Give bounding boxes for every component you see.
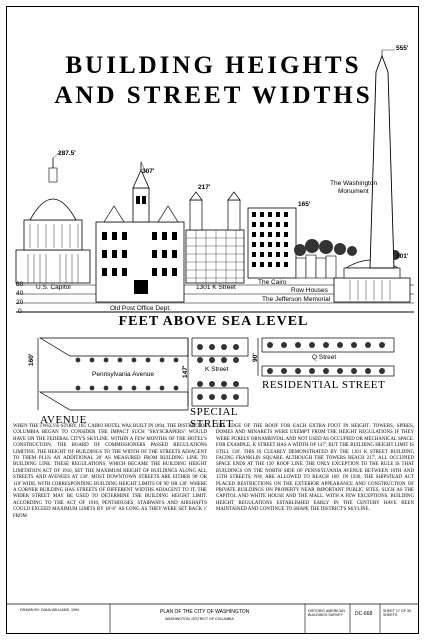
- residential-name: RESIDENTIAL STREET: [262, 379, 386, 391]
- capitol-label: U.S. Capitol: [36, 284, 71, 291]
- special-name-1: SPECIAL: [190, 406, 239, 418]
- residential-width: 90': [252, 353, 259, 362]
- footer-survey: HISTORIC AMERICAN BUILDINGS SURVEY: [308, 609, 345, 617]
- avenue-street-label: Pennsylvania Avenue: [92, 371, 155, 378]
- body-text-column-2: THE EDGE OF THE ROOF FOR EACH EXTRA FOOT IN HEIGHT. TOWERS, SPIRES, DOMES AND MINARETS WERE EXEMPT FROM THE HEIGHT REGULATIONS IF THEY WERE PURELY ORNAMENTAL AND NOT USED AS OCCUPIED OR MECHANICAL SPACE. FOR EXAMPLE, K STREET HAS A WIDTH OF 147', BUT THE BUILDING HEIGHT LIMIT IS STILL 130'. THIS IS CLEARLY DEMONSTRATED BY THE 1301 K STREET BUILDING FACING FRANKLIN SQUARE. ALTHOUGH THE TOWERS REACH 217', ALL OCCUPIED SPACE ENDS AT THE 130' ROOF LINE. THE ONLY EXCEPTION TO THE RULE IS THAT BUILDINGS ON THE NORTH SIDE OF PENNSYLVANIA AVENUE BETWEEN 10TH AND 15TH STREETS, NW, ARE ALLOWED TO REACH 160'. IN 1930, THE SHIPSTEAD ACT PLACED RESTRICTIONS ON THE EXTERIOR APPEARANCE AND CONSTRUCTION OF PRIVATE BUILDINGS ON PROPERTY NEAR IMPORTANT PUBLIC SITES, SUCH AS THE CAPITOL AND WHITE HOUSE AND THE MALL. WITH A FEW EXCEPTIONS, BUILDING HEIGHT REGULATIONS ESTABLISHED EARLY IN THE CENTURY HAVE BEEN MAINTAINED AND CONTINUE TO SHAPE THE DISTRICT'S SKYLINE.: [216, 424, 414, 513]
- jefferson-label: The Jefferson Memorial: [262, 296, 331, 303]
- residential-street-label: Q Street: [312, 354, 337, 361]
- cairo-label: The Cairo: [258, 279, 287, 286]
- footer-sheet-sub: WASHINGTON, DISTRICT OF COLUMBIA: [165, 617, 234, 621]
- title-line-2: AND STREET WIDTHS: [54, 82, 373, 109]
- special-street-width: 147': [182, 365, 189, 378]
- feet-above-sea-level: FEET ABOVE SEA LEVEL: [118, 314, 309, 329]
- scale-tick-20: 20: [16, 299, 24, 306]
- scale-tick-40: 40: [16, 290, 24, 297]
- row-houses-label: Row Houses: [291, 287, 328, 294]
- k-street-height: 217': [198, 184, 211, 191]
- special-street-label: K Street: [205, 366, 229, 373]
- monument-height: 555': [396, 45, 409, 52]
- special-name-2: STREET: [190, 418, 234, 430]
- title-line-1: BUILDING HEIGHTS: [65, 52, 362, 79]
- k-street-label: 1301 K Street: [196, 284, 236, 291]
- scale-tick-0: 0: [18, 308, 22, 315]
- body-text-column-1: WHEN THE TWELVE-STORY, 165' CAIRO HOTEL WAS BUILT IN 1894, THE DISTRICT OF COLUMBIA BEGAN TO CONSIDER THE IMPACT SUCH "SKYSCRAPERS" WOULD HAVE ON THE FEDERAL CITY'S SKYLINE. WITHIN A FEW MONTHS OF THE HOTEL'S CONSTRUCTION, THE BOARD OF COMMISSIONERS PASSED REGULATIONS LIMITING THE HEIGHT OF BUILDINGS TO THE WIDTH OF THE STREETS ADJACENT TO THEM PLUS AN ADDITIONAL 20' AS MEASURED FROM BUILDING LINE TO BUILDING LINE. THESE REGULATIONS, WHICH BECAME THE BUILDING HEIGHT LIMITATION ACT OF 1910, SET THE MAXIMUM HEIGHT OF BUILDINGS ALONG ALL STREETS AND AVENUES AT 130'. MOST DOWNTOWN STREETS ARE EITHER 90' OR 110' WIDE, WITH CORRESPONDING BUILDING HEIGHT LIMITS OF 90' OR 130'. WHERE A CORNER BUILDING HAS STREETS OF DIFFERENT WIDTHS ADJACENT TO IT, THE WIDER STREET MAY BE USED TO DETERMINE THE BUILDING HEIGHT LIMIT. ACCORDING TO THE ACT OF 1910, PENTHOUSES, STAIRWAYS AND AIRSHAFTS COULD EXCEED MAXIMUM LIMITS BY 18'-6" AS LONG AS THEY WERE SET BACK 1' FROM: [13, 424, 207, 519]
- avenue-name: AVENUE: [40, 414, 87, 426]
- monument-label-2: Monument: [338, 188, 369, 195]
- footer-drawn-by: DRAWN BY: DANA WILLIAMS, 1994: [20, 608, 79, 612]
- avenue-width: 160': [28, 353, 35, 366]
- footer-code: DC-668: [355, 611, 373, 617]
- post-office-label: Old Post Office Dept.: [110, 305, 171, 312]
- footer-sheet-number: SHEET 17 OF 35 SHEETS: [383, 609, 411, 617]
- monument-label-1: The Washington: [330, 180, 378, 187]
- footer-sheet-title: PLAN OF THE CITY OF WASHINGTON: [160, 609, 250, 615]
- scale-tick-60: 60: [16, 281, 24, 288]
- capitol-height: 287.5': [58, 150, 76, 157]
- post-office-height: 307': [142, 168, 155, 175]
- jefferson-height: 101': [396, 253, 409, 260]
- cairo-height: 165': [298, 201, 311, 208]
